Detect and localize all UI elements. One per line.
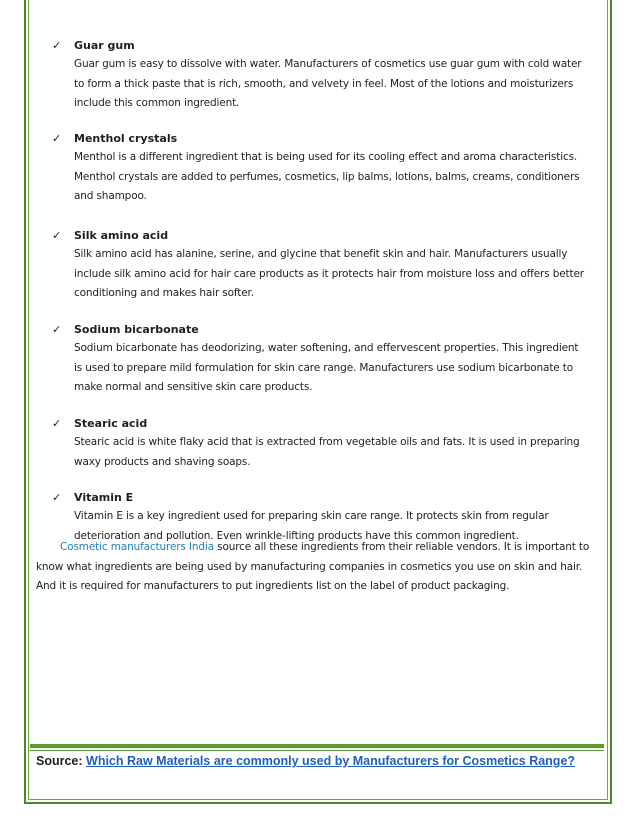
- text-line: Menthol crystals are added to perfumes, cosmetics, lip balms, lotions, balms, creams, conditioners: [74, 170, 580, 183]
- text-line: and shampoo.: [74, 190, 147, 202]
- text-line: to form a thick paste that is rich, smooth, and velvety in feel. Most of the lotions and moisturizers: [74, 77, 574, 90]
- ingredient-description: [74, 55, 598, 114]
- source-divider-thin: [30, 750, 604, 751]
- checkmark-icon: ✓: [52, 417, 62, 430]
- ingredient-description: [74, 339, 598, 398]
- text-span: source all these ingredients from their reliable vendors. It is important to: [213, 541, 590, 553]
- ingredient-description: [74, 148, 598, 207]
- text-line: include this common ingredient.: [74, 97, 240, 109]
- ingredient-title: Silk amino acid: [74, 229, 169, 242]
- ingredient-title: Vitamin E: [74, 491, 134, 504]
- text-line: Vitamin E is a key ingredient used for preparing skin care range. It protects skin from regular: [74, 510, 549, 522]
- page-border-inner: [28, 0, 608, 800]
- ingredient-title: Menthol crystals: [74, 132, 178, 145]
- text-line: include silk amino acid for hair care products as it protects hair from moisture loss and offers better: [74, 267, 584, 280]
- checkmark-icon: ✓: [52, 39, 62, 52]
- checkmark-icon: ✓: [52, 491, 62, 504]
- source-label: Source:: [36, 754, 87, 768]
- text-line: deterioration and pollution. Even wrinkle-lifting products have this common ingredient.: [74, 529, 519, 542]
- ingredient-description: [74, 245, 598, 304]
- text-line: waxy products and shaving soaps.: [74, 455, 251, 468]
- ingredient-title: Sodium bicarbonate: [74, 323, 199, 336]
- ingredient-title: Stearic acid: [74, 417, 148, 430]
- source-line: [36, 754, 575, 768]
- text-line: Sodium bicarbonate has deodorizing, water softening, and effervescent properties. This ingredient: [74, 342, 579, 354]
- checkmark-icon: ✓: [52, 132, 62, 145]
- source-divider: [30, 744, 604, 748]
- text-line: Stearic acid is white flaky acid that is extracted from vegetable oils and fats. It is used in preparing: [74, 436, 580, 448]
- text-line: is used to prepare mild formulation for skin care range. Manufacturers use sodium bicarbonate to: [74, 361, 574, 374]
- text-line: [36, 538, 604, 558]
- text-line: conditioning and makes hair softer.: [74, 287, 254, 299]
- text-line: And it is required for manufacturers to put ingredients list on the label of product packaging.: [36, 580, 510, 592]
- cosmetic-manufacturers-link[interactable]: Cosmetic manufacturers India: [60, 541, 214, 553]
- text-line: Guar gum is easy to dissolve with water. Manufacturers of cosmetics use guar gum with cold water: [74, 58, 582, 70]
- ingredient-title: Guar gum: [74, 39, 135, 52]
- checkmark-icon: ✓: [52, 229, 62, 242]
- text-line: make normal and sensitive skin care products.: [74, 381, 313, 393]
- ingredient-description: [74, 433, 598, 472]
- text-line: Silk amino acid has alanine, serine, and glycine that benefit skin and hair. Manufacturers usually: [74, 248, 568, 260]
- text-line: know what ingredients are being used by manufacturing companies in cosmetics you use on skin and hair.: [36, 560, 583, 573]
- checkmark-icon: ✓: [52, 323, 62, 336]
- source-link[interactable]: Which Raw Materials are commonly used by Manufacturers for Cosmetics Range?: [86, 754, 576, 768]
- closing-paragraph: [36, 538, 604, 597]
- text-line: Menthol is a different ingredient that is being used for its cooling effect and aroma characteristics.: [74, 151, 578, 163]
